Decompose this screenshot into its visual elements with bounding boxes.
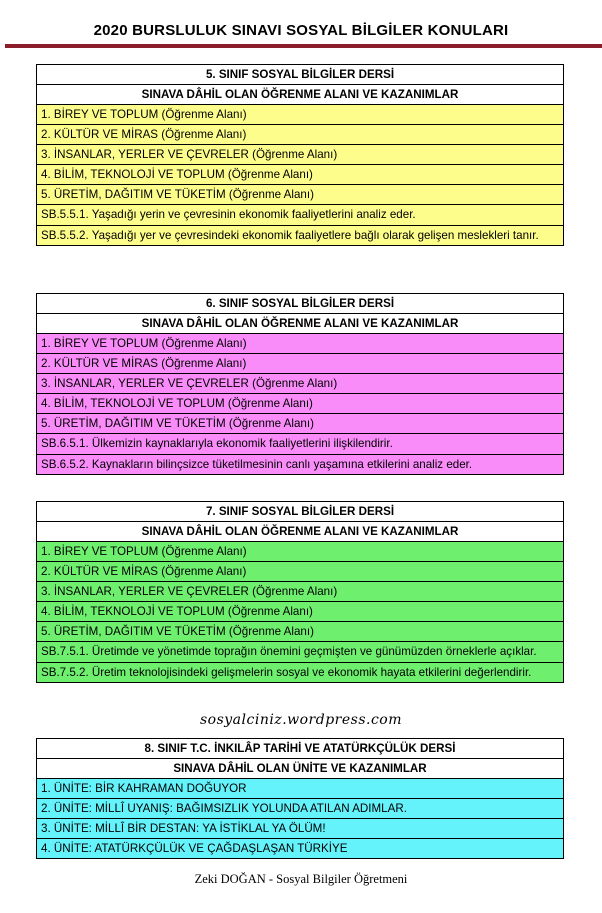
table-row: 5. ÜRETİM, DAĞITIM VE TÜKETİM (Öğrenme Alanı) (37, 622, 564, 642)
table-row: 4. BİLİM, TEKNOLOJİ VE TOPLUM (Öğrenme Alanı) (37, 602, 564, 622)
table-subheading: SINAVA DÂHİL OLAN ÜNİTE VE KAZANIMLAR (37, 759, 564, 779)
table-row: SB.6.5.2. Kaynakların bilinçsizce tüketilmesinin canlı yaşamına etkilerini analiz eder. (37, 454, 564, 474)
table-row: 4. ÜNİTE: ATATÜRKÇÜLÜK VE ÇAĞDAŞLAŞAN TÜRKİYE (37, 839, 564, 859)
table-row: 3. ÜNİTE: MİLLÎ BİR DESTAN: YA İSTİKLAL YA ÖLÜM! (37, 819, 564, 839)
table-subheading: SINAVA DÂHİL OLAN ÖĞRENME ALANI VE KAZANIMLAR (37, 314, 564, 334)
table-row: 4. BİLİM, TEKNOLOJİ VE TOPLUM (Öğrenme Alanı) (37, 394, 564, 414)
table-subheading: SINAVA DÂHİL OLAN ÖĞRENME ALANI VE KAZANIMLAR (37, 522, 564, 542)
table-row: 1. BİREY VE TOPLUM (Öğrenme Alanı) (37, 105, 564, 125)
table-row: SB.5.5.1. Yaşadığı yerin ve çevresinin ekonomik faaliyetlerini analiz eder. (37, 205, 564, 225)
table-row: 2. ÜNİTE: MİLLÎ UYANIŞ: BAĞIMSIZLIK YOLUNDA ATILAN ADIMLAR. (37, 799, 564, 819)
table-row: 3. İNSANLAR, YERLER VE ÇEVRELER (Öğrenme Alanı) (37, 374, 564, 394)
table-row: SB.5.5.2. Yaşadığı yer ve çevresindeki ekonomik faaliyetlere bağlı olarak gelişen meslekleri tanır. (37, 225, 564, 245)
title-divider (5, 44, 602, 48)
table-row: 2. KÜLTÜR VE MİRAS (Öğrenme Alanı) (37, 125, 564, 145)
table-heading: 6. SINIF SOSYAL BİLGİLER DERSİ (37, 294, 564, 314)
table-row: 2. KÜLTÜR VE MİRAS (Öğrenme Alanı) (37, 354, 564, 374)
table-row: 4. BİLİM, TEKNOLOJİ VE TOPLUM (Öğrenme Alanı) (37, 165, 564, 185)
website-watermark: sosyalciniz.wordpress.com (199, 712, 403, 728)
grade7-table (36, 501, 564, 683)
author-footer: Zeki DOĞAN - Sosyal Bilgiler Öğretmeni (194, 872, 408, 886)
grade8-table (36, 738, 564, 859)
table-row: SB.7.5.1. Üretimde ve yönetimde toprağın önemini geçmişten ve günümüzden örneklerle açıklar. (37, 642, 564, 662)
table-subheading: SINAVA DÂHİL OLAN ÖĞRENME ALANI VE KAZANIMLAR (37, 85, 564, 105)
table-heading: 5. SINIF SOSYAL BİLGİLER DERSİ (37, 65, 564, 85)
grade5-table (36, 64, 564, 246)
table-row: 5. ÜRETİM, DAĞITIM VE TÜKETİM (Öğrenme Alanı) (37, 414, 564, 434)
table-heading: 7. SINIF SOSYAL BİLGİLER DERSİ (37, 502, 564, 522)
table-row: SB.7.5.2. Üretim teknolojisindeki gelişmelerin sosyal ve ekonomik hayata etkilerini değerlendirir. (37, 662, 564, 682)
table-row: 1. ÜNİTE: BİR KAHRAMAN DOĞUYOR (37, 779, 564, 799)
table-heading: 8. SINIF T.C. İNKILÂP TARİHİ VE ATATÜRKÇÜLÜK DERSİ (37, 739, 564, 759)
table-row: 1. BİREY VE TOPLUM (Öğrenme Alanı) (37, 334, 564, 354)
table-row: 1. BİREY VE TOPLUM (Öğrenme Alanı) (37, 542, 564, 562)
page-title: 2020 BURSLULUK SINAVI SOSYAL BİLGİLER KONULARI (93, 22, 509, 39)
table-row: 2. KÜLTÜR VE MİRAS (Öğrenme Alanı) (37, 562, 564, 582)
grade6-table (36, 293, 564, 475)
table-row: 5. ÜRETİM, DAĞITIM VE TÜKETİM (Öğrenme Alanı) (37, 185, 564, 205)
table-row: SB.6.5.1. Ülkemizin kaynaklarıyla ekonomik faaliyetlerini ilişkilendirir. (37, 434, 564, 454)
table-row: 3. İNSANLAR, YERLER VE ÇEVRELER (Öğrenme Alanı) (37, 582, 564, 602)
table-row: 3. İNSANLAR, YERLER VE ÇEVRELER (Öğrenme Alanı) (37, 145, 564, 165)
